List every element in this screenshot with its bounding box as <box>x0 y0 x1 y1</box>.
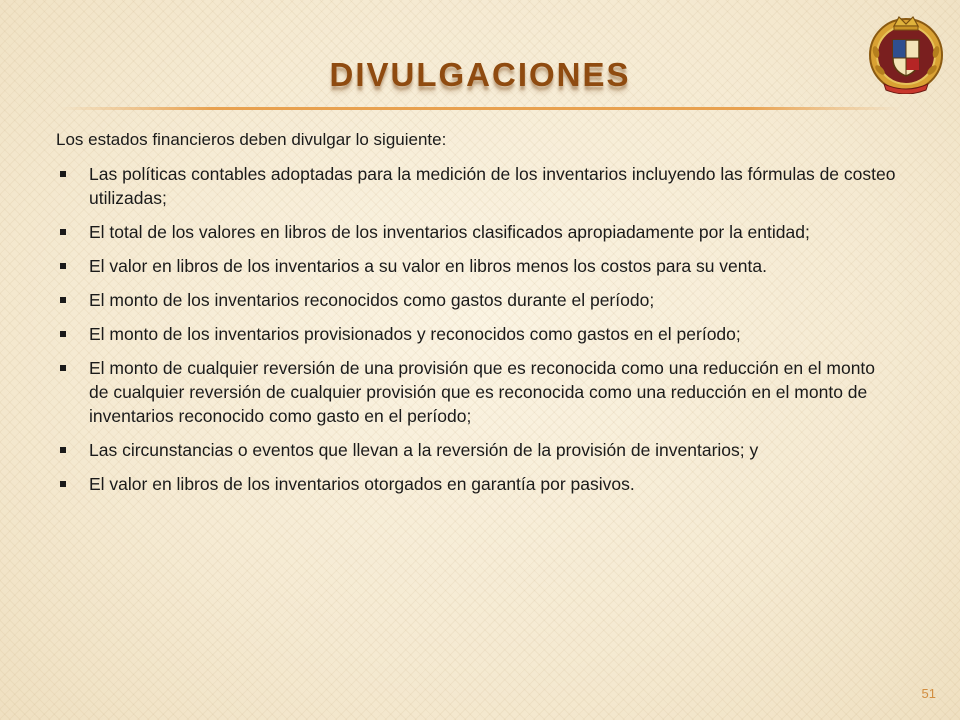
list-item <box>56 322 896 346</box>
slide-body <box>56 128 896 506</box>
list-item-text: El monto de cualquier reversión de una provisión que es reconocida como una reducción en el monto de cualquier reversión de cualquier provisión que es reconocida como una reducción en el monto de inventarios reconocido como gasto en el período; <box>89 358 876 426</box>
title-divider <box>60 107 900 110</box>
list-item <box>56 162 896 210</box>
page-number: 51 <box>921 686 936 701</box>
intro-text: Los estados financieros deben divulgar lo siguiente: <box>56 130 447 149</box>
square-bullet-icon <box>60 365 66 371</box>
list-item <box>56 472 896 496</box>
list-item-text: El monto de los inventarios reconocidos como gastos durante el período; <box>89 290 655 310</box>
square-bullet-icon <box>60 229 66 235</box>
square-bullet-icon <box>60 297 66 303</box>
disclosure-list <box>56 162 896 496</box>
list-item-text: El total de los valores en libros de los inventarios clasificados apropiadamente por la entidad; <box>89 222 810 242</box>
list-item <box>56 356 896 428</box>
list-item <box>56 254 896 278</box>
square-bullet-icon <box>60 481 66 487</box>
list-item <box>56 220 896 244</box>
university-crest-icon <box>866 12 946 94</box>
square-bullet-icon <box>60 263 66 269</box>
list-item-text: Las políticas contables adoptadas para la medición de los inventarios incluyendo las fórmulas de costeo utilizadas; <box>89 164 896 208</box>
square-bullet-icon <box>60 331 66 337</box>
list-item-text: Las circunstancias o eventos que llevan a la reversión de la provisión de inventarios; y <box>89 440 759 460</box>
square-bullet-icon <box>60 447 66 453</box>
list-item <box>56 438 896 462</box>
list-item <box>56 288 896 312</box>
list-item-text: El valor en libros de los inventarios otorgados en garantía por pasivos. <box>89 474 635 494</box>
square-bullet-icon <box>60 171 66 177</box>
slide-title: DIVULGACIONES <box>329 56 631 93</box>
list-item-text: El valor en libros de los inventarios a su valor en libros menos los costos para su venta. <box>89 256 767 276</box>
list-item-text: El monto de los inventarios provisionados y reconocidos como gastos en el período; <box>89 324 741 344</box>
